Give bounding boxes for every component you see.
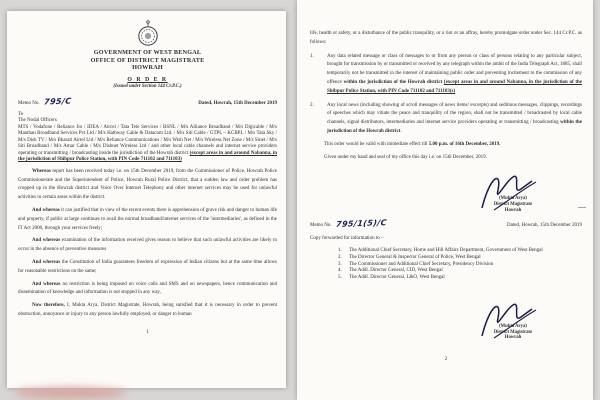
- intro-paragraph: life, health or safety, or a disturbance of the public tranquility, or a riot or an affray, hereby promulgate order under Sec. 144 Cr.P.C. as follows:: [310, 31, 582, 45]
- page-number-2: 2: [444, 356, 448, 362]
- order-clause-2: [310, 102, 582, 137]
- memo-label: Memo No.: [18, 100, 40, 106]
- memo-label-2: Memo No.: [310, 223, 332, 229]
- pen-dash-mark: —: [578, 202, 586, 212]
- copy-item-text: The Commissioner and Additional Chief Secretary, Presidency Division: [349, 261, 494, 267]
- whereas-paragraph-1: Whereas report has been received today i.e. on 15th December 2019, from the Commissioner of Police, Howrah Police Commissionerate and the Superintendent of Police, Howrah Rural Police District, that a sudden law and order problem has cropped up in the Howrah district and Voice Over Internet Telephony and other internet services may be used for unlawful activities in certain areas within the district.: [18, 168, 277, 201]
- providers-paragraph: MTS / Vodafone / Reliance Jio / IDEA / Aircel / Tata Tele Services / BSNL / M/s Alliance Broadband / M/s Digicable / M/s Manthan Broadband Services Pvt Ltd / M/s Hathway Cable & Datacom Ltd. / M/s Siti Cable / GTPL – KCBPL / M/s Tata Sky / M/s Dish TV / M/s Bharati Airtel Ltd / M/s Reliance Communications / M/s Wish Net / M/s Wireless Net Zone / M/s Sinet / M/s Siti Broadband / M/s Amar Cable / M/s Dishnet Wireless Ltd / and other local cable channels and internet service providers operating or transmitting / broadcasting inside the jurisdiction of the Howrah district (except areas in and around Nabanna, in the jurisdiction of Shibpur Police Station, with PIN Code 711102 and 711103): [18, 124, 277, 163]
- to-label: To: [18, 111, 24, 117]
- order-clause-1: [310, 53, 582, 97]
- copy-item-number: 5.: [338, 275, 342, 281]
- now-therefore-paragraph: Now therefore, I, Mukta Arya, District Magistrate, Howrah, being satisfied that it is necessary in order to prevent obstruction, annoyance or injury to any person lawfully employed, or danger to human: [18, 303, 278, 317]
- whereas-paragraph-3: And whereas examination of the information received gives reason to believe that such unlawful activities are likely to occur in the absence of preventive measures: [18, 238, 277, 253]
- signature-scribble-icon: [472, 170, 544, 212]
- clause-1-number: 1.: [310, 53, 314, 59]
- copy-list-item: [338, 262, 564, 269]
- signature-block-2: [458, 324, 568, 341]
- page-number-1: 1: [146, 329, 149, 335]
- copy-list-item: [338, 275, 564, 282]
- govt-header-line3: HOWRAH: [132, 64, 163, 72]
- signatory-title: District Magistrate: [493, 201, 533, 207]
- copy-item-text: The Addl. Director General, L&O, West Bengal: [349, 275, 445, 281]
- memo-row-2: [310, 219, 582, 228]
- copy-list-item: [338, 255, 564, 262]
- copy-item-text: The Addl. Director General, CID, West Bengal: [349, 268, 443, 274]
- signatory-name: (Mukta Arya): [499, 323, 527, 329]
- whereas-paragraph-4: And whereas the Constitution of India guarantees freedom of expression of Indian citizens but at the same time allows for reasonable restrictions on the same;: [18, 259, 278, 274]
- copy-item-number: 2.: [338, 254, 342, 260]
- govt-header-line1: GOVERNMENT OF WEST BENGAL: [93, 49, 202, 56]
- order-title: O R D E R: [127, 76, 168, 83]
- copy-item-text: The Director General & Inspector General of Police, West Bengal: [349, 254, 481, 260]
- addressee: The Nodal Officers: [18, 118, 57, 124]
- signatory-place: Howrah: [504, 207, 522, 213]
- document-page-2: [297, 0, 593, 400]
- govt-header-line2: OFFICE OF DISTRICT MAGISTRATE: [90, 56, 205, 64]
- validity-line: This order would be valid with immediate effect till 5.00 p.m. of 16th December, 2019.: [324, 141, 501, 147]
- memo-number-handwritten: 795/C: [43, 96, 72, 107]
- given-under-hand-line: Given under my hand and seal of my office this day i.e. on 15th December, 2019.: [324, 154, 487, 160]
- memo-number-2-handwritten: 795/1(5)/C: [335, 218, 387, 230]
- dated-line-2: Dated, Howrah, 15th December 2019: [507, 223, 582, 229]
- copy-item-text: The Additional Chief Secretary, Home and Hill Affairs Department, Government of West Bengal: [349, 247, 543, 253]
- copy-list-item: [338, 248, 564, 255]
- memo-number: [18, 97, 71, 106]
- copy-item-number: 3.: [338, 261, 342, 267]
- copy-forwarded-list: [310, 248, 582, 282]
- signature-block-1: [458, 196, 586, 213]
- clause-2-text: Any local news (including showing of scroll messages of news items/ excerpts) and seditious messages, clippings, recordings of speeches which may vitiate the peace and tranquility of the region, shall not be transmitted / broadcasted by local cable channels, signal distributors, intermediaries and internet service providers operating or transmitting / broadcasting within the jurisdiction of the Howrah district.: [327, 102, 583, 134]
- signatory-place: Howrah: [504, 335, 522, 341]
- dated-line: Dated, Howrah, 15th December 2019: [198, 100, 277, 106]
- document-page-1: [7, 11, 286, 388]
- memo-row: [18, 97, 277, 106]
- signatory-name: (Mukta Arya): [499, 196, 527, 202]
- order-subtitle: (Issued under Section 144 Cr.P.C.): [113, 83, 182, 89]
- copy-list-item: [338, 268, 564, 275]
- west-bengal-emblem-icon: [136, 19, 160, 49]
- copy-item-number: 1.: [338, 247, 342, 253]
- signatory-title: District Magistrate: [493, 329, 533, 335]
- copy-forwarded-heading: Copy forwarded for information to –: [310, 236, 384, 242]
- scan-artifact-finger: [14, 387, 126, 399]
- whereas-paragraph-5: And whereas no restriction is being imposed on voice calls and SMS and on newspapers, hence communication and dissemination of knowledge and information is not stopped in any way,: [18, 281, 277, 296]
- copy-item-number: 4.: [338, 268, 342, 274]
- signature-scribble-icon: [472, 298, 544, 340]
- memo-number-2: [310, 219, 387, 228]
- whereas-paragraph-2: And whereas it can justified that in view of the recent events there is apprehension of grave risk and danger to human life and property, if public at large continues to avail the normal broadband/internet services of the 'intermediaries', as defined in the IT Act 2000, through your services freely;: [18, 207, 278, 231]
- clause-2-number: 2.: [310, 102, 314, 108]
- clause-1-text: Any data related message or class of messages to or from any person or class of persons relating to any particular subject, brought for transmission by or transmitted or received by any telegraph within the ambit of the India Telegraph Act, 1885, shall temporarily not be transmitted in the interest of maintaining public order and preventing incitement to the commission of any offence within the jurisdiction of the Howrah district (except areas in and around Nabanna, in the jurisdiction of the Shibpur Police Station, with PIN Code 711102 and 711103(s): [327, 53, 582, 94]
